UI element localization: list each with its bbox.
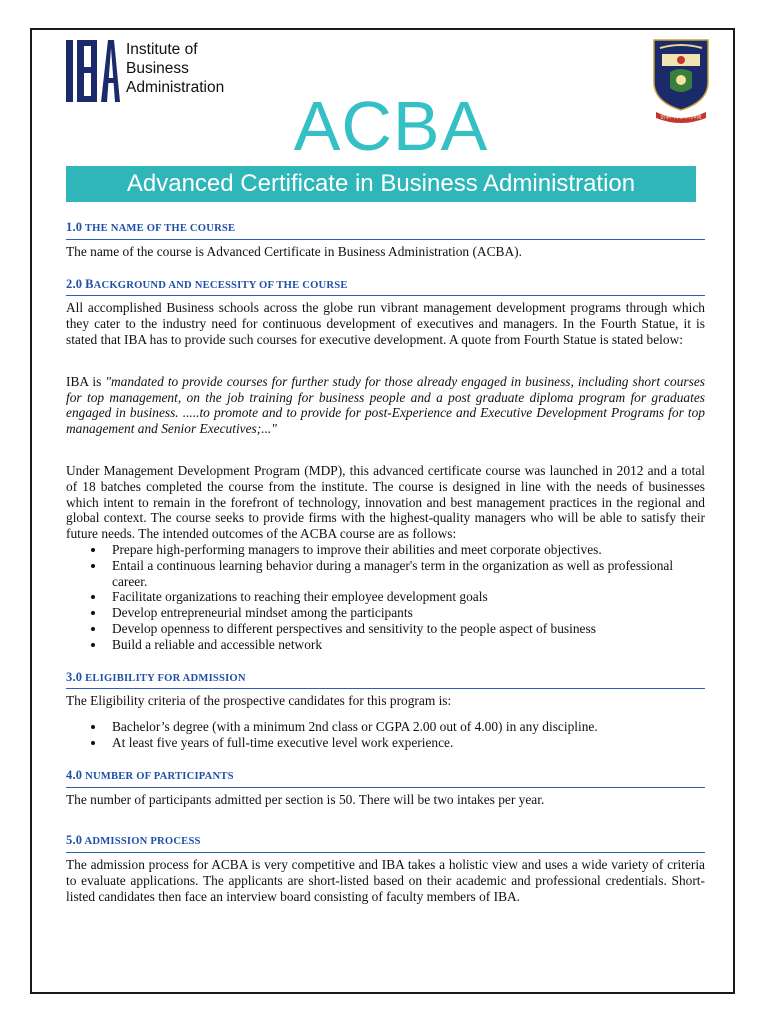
list-item: • Build a reliable and accessible network — [106, 637, 705, 653]
section-title: THE NAME OF THE COURSE — [84, 223, 236, 234]
section-title-initial: B — [85, 276, 94, 291]
section-number: 2.0 — [66, 276, 83, 291]
section-body: The number of participants admitted per section is 50. There will be two intakes per year. — [66, 791, 545, 807]
section-heading — [66, 768, 705, 788]
seal-caption: ঢাকা বিশ্ববিদ্যালয় — [660, 114, 702, 121]
list-item: • At least five years of full-time executive level work experience. — [106, 735, 705, 751]
outcomes-list — [66, 542, 705, 653]
list-item: • Develop openness to different perspectives and sensitivity to the people aspect of business — [106, 621, 705, 637]
list-item: • Develop entrepreneurial mindset among the participants — [106, 605, 705, 621]
section-number: 1.0 — [66, 220, 83, 234]
section-body: The Eligibility criteria of the prospective candidates for this program is: — [66, 693, 452, 709]
section-body: The admission process for ACBA is very competitive and IBA takes a holistic view and uses a wide variety of criteria to evaluate applications. The applicants are short-listed based on their academic and professional credentials. Short-listed candidates then face an interview board consisting of faculty members of IBA. — [66, 857, 705, 904]
iba-name-line: Administration — [126, 79, 225, 96]
iba-name-line: Business — [126, 60, 189, 77]
document-body — [66, 220, 705, 905]
statute-quote — [66, 374, 705, 437]
quote-text: "mandated to provide courses for further study for those already engaged in business, including short courses for top management, on the job training for business people and a post graduate diploma program for graduates engaged in business. .....to promote and to provide for post-Experience and Executive Development Programs for top management and Senior Executives;..." — [66, 373, 706, 437]
section-title: ADMISSION PROCESS — [84, 836, 201, 848]
section-number: 4.0 — [66, 767, 83, 782]
list-item: • Prepare high-performing managers to improve their abilities and meet corporate objectives. — [106, 542, 705, 558]
section-heading — [66, 833, 705, 853]
eligibility-list — [66, 719, 705, 751]
title-banner: Advanced Certificate in Business Administration — [66, 166, 696, 202]
section-paragraph: All accomplished Business schools across the globe run vibrant management development programs through which they cater to the industry need for continuous development of executives and managers. In the Fourth Statue, it is stated that IBA has to provide such courses for executive development. A quote from Fourth Statue is stated below: — [66, 300, 705, 347]
quote-prefix: IBA is — [66, 373, 106, 389]
list-item: • Bachelor’s degree (with a minimum 2nd class or CGPA 2.00 out of 4.00) in any discipline. — [106, 719, 705, 735]
page-title: ACBA — [293, 87, 489, 165]
section-body: The name of the course is Advanced Certificate in Business Administration (ACBA). — [66, 243, 522, 259]
list-item: • Facilitate organizations to reaching their employee development goals — [106, 589, 705, 605]
section-number: 5.0 — [66, 833, 83, 848]
section-heading — [66, 277, 705, 297]
section-title: ELIGIBILITY FOR ADMISSION — [85, 672, 246, 684]
section-title: NUMBER OF PARTICIPANTS — [85, 770, 234, 782]
section-number: 3.0 — [66, 669, 83, 684]
section-paragraph: Under Management Development Program (MDP), this advanced certificate course was launched in 2012 and a total of 18 batches completed the course from the institute. The course is designed in line with the needs of businesses which intent to remain in the forefront of technology, innovation and best management practices in the regional and global context. The course seeks to provide firms with the highest-quality managers who will be able to satisfy their future needs. The intended outcomes of the ACBA course are as follows: — [66, 462, 705, 542]
section-title: ACKGROUND AND NECESSITY OF THE COURSE — [93, 279, 348, 291]
iba-name-line: Institute of — [126, 41, 198, 58]
section-heading — [66, 220, 705, 240]
list-item: • Entail a continuous learning behavior during a manager's term in the organization as well as professional career. — [106, 558, 705, 590]
section-heading — [66, 670, 705, 690]
